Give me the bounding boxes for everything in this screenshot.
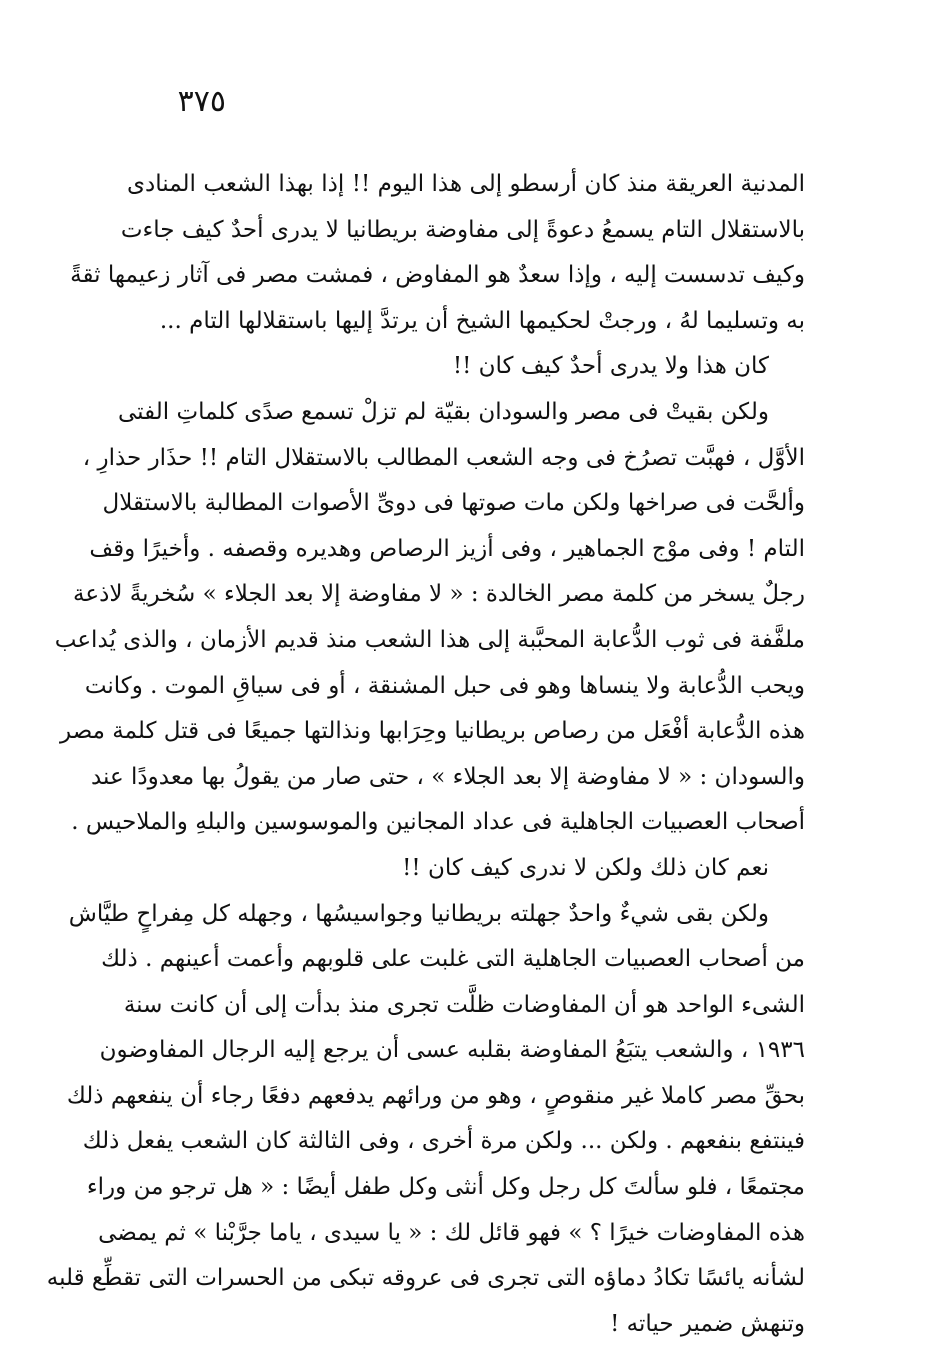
text-line: كان هذا ولا يدرى أحدٌ كيف كان !! [452,353,769,380]
text-line: والسودان : « لا مفاوضة إلا بعد الجلاء » ، حتى صار من يقولُ بها معدودًا عند [90,763,805,790]
body-text [46,162,805,1347]
text-line: نعم كان ذلك ولكن لا ندرى كيف كان !! [402,854,769,881]
text-line: رجلٌ يسخر من كلمة مصر الخالدة : « لا مفاوضة إلا بعد الجلاء » سُخريةً لاذعة [73,581,805,608]
text-line: وتنهش ضمير حياته ! [610,1310,805,1337]
text-line: أصحاب العصبيات الجاهلية فى عداد المجانين والموسوسين والبلهِ والملاحيس . [71,809,805,836]
text-line: فينتفع بنفعهم . ولكن ... ولكن مرة أخرى ، وفى الثالثة كان الشعب يفعل ذلك [82,1128,805,1155]
text-line: هذه المفاوضات خيرًا ؟ » فهو قائل لك : « يا سيدى ، ياما جرَّبْنا » ثم يمضى [98,1219,805,1246]
text-line: وكيف تدسست إليه ، وإذا سعدٌ هو المفاوض ، فمشت مصر فى آثار زعيمها ثقةً [70,262,805,289]
text-line: الأوَّل ، فهبَّت تصرُخ فى وجه الشعب المطالب بالاستقلال التام !! حذَار حذارِ ، [82,444,805,471]
text-line: ولكن بقيتْ فى مصر والسودان بقيّة لم تزلْ تسمع صدًى كلماتِ الفتى [117,398,769,425]
text-line: من أصحاب العصبيات الجاهلية التى غلبت على قلوبهم وأعمت أعينهم . ذلك [101,946,805,973]
text-line: بحقِّ مصر كاملا غير منقوصٍ ، وهو من ورائهم يدفعهم دفعًا رجاء أن ينفعهم ذلك [66,1082,805,1109]
text-line: الشىء الواحد هو أن المفاوضات ظلَّت تجرى منذ بدأت إلى أن كانت سنة [123,991,805,1018]
text-line: ١٩٣٦ ، والشعب يتبَعُ المفاوضة بقلبه عسى أن يرجع إليه الرجال المفاوضون [99,1037,805,1064]
text-line: وألحَّت فى صراخها ولكن مات صوتها فى دوىِّ الأصوات المطالبة بالاستقلال [102,490,805,517]
text-line: هذه الدُّعابة أفْعَل من رصاص بريطانيا وحِرَابها ونذالتها جميعًا فى قتل كلمة مصر [60,718,805,745]
page-number: ٣٧٥ [177,84,226,119]
text-line: لشأنه يائسًا تكادُ دماؤه التى تجرى فى عروقه تبكى من الحسرات التى تقطِّع قلبه [46,1265,805,1292]
text-line: ولكن بقى شيءٌ واحدٌ جهلته بريطانيا وجواسيسُها ، وجهله كل مِفراحٍ طيَّاش [68,900,769,927]
text-line: التام ! وفى موْج الجماهير ، وفى أزيز الرصاص وهديره وقصفه . وأخيرًا وقف [89,535,805,562]
text-line: ويحب الدُّعابة ولا ينساها وهو فى حبل المشنقة ، أو فى سياقِ الموت . وكانت [84,672,805,699]
text-line: مجتمعًا ، فلو سألتَ كل رجل وكل أنثى وكل طفل أيضًا : « هل ترجو من وراء [86,1174,805,1201]
text-line: به وتسليما لهُ ، ورجتْ لحكيمها الشيخ أن يرتدَّ إليها باستقلالها التام ... [159,307,805,334]
text-line: المدنية العريقة منذ كان أرسطو إلى هذا اليوم !! إذا بهذا الشعب المنادى [127,171,805,197]
text-line: ملفَّفة فى ثوب الدُّعابة المحبَّبة إلى هذا الشعب منذ قديم الأزمان ، والذى يُداعب [54,626,805,653]
text-line: بالاستقلال التام يسمعُ دعوةً إلى مفاوضة بريطانيا لا يدرى أحدٌ كيف جاءت [120,216,805,243]
